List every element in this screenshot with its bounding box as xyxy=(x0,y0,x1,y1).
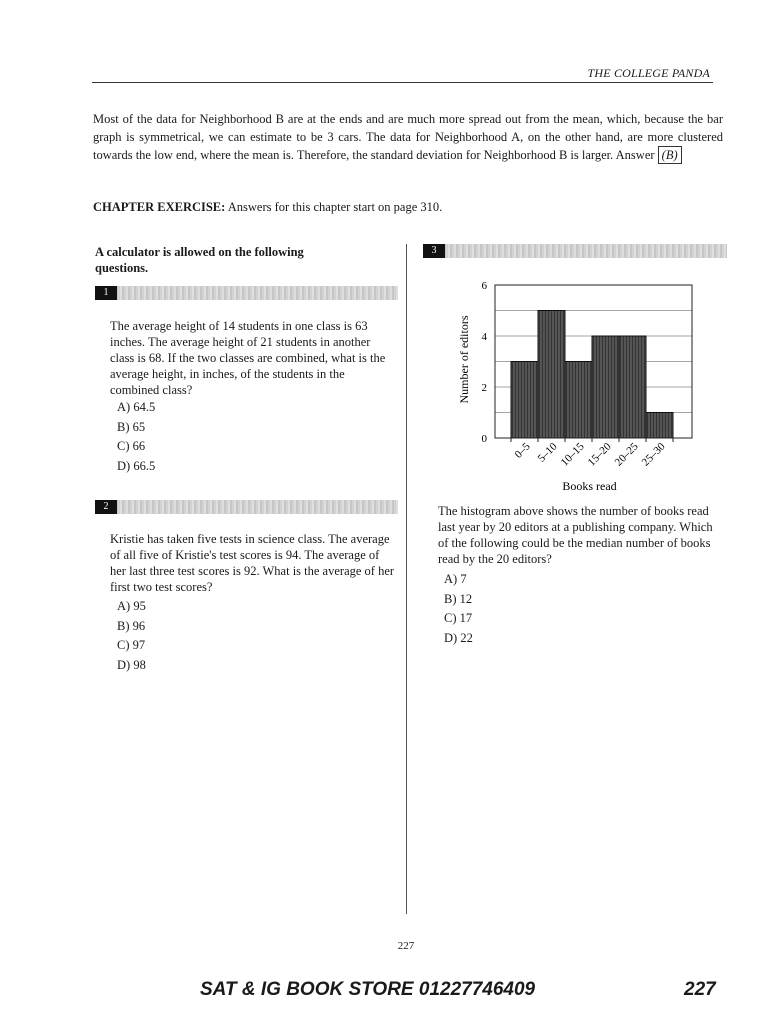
question-1-text: The average height of 14 students in one class is 63 inches. The average height of 21 students in another class is 68. If the two classes are combined, what is the average height, in inches, of the students in the combined class? xyxy=(110,319,386,397)
chart-bar-6 xyxy=(646,413,673,439)
chapter-exercise-label: CHAPTER EXERCISE: xyxy=(93,200,226,214)
histogram-chart xyxy=(440,270,720,500)
question-2-text: Kristie has taken five tests in science class. The average of all five of Kristie's test scores is 94. The average of her last three test scores is 92. What is the average of her first two test scores? xyxy=(110,532,395,594)
chapter-exercise-line xyxy=(93,200,442,215)
question-3-choice-c[interactable]: C) 17 xyxy=(444,611,473,625)
question-1-choice-b[interactable]: B) 65 xyxy=(117,419,146,434)
chart-y-tick-label: 2 xyxy=(481,382,487,394)
running-header-title: THE COLLEGE PANDA xyxy=(587,66,710,80)
chart-bars xyxy=(511,311,673,439)
intro-paragraph xyxy=(93,110,723,164)
question-1-bar xyxy=(95,286,398,300)
question-1-choices xyxy=(117,400,155,478)
chart-y-tick-label: 6 xyxy=(481,280,487,292)
chart-x-tick-label: 0–5 xyxy=(512,440,533,461)
question-3-text: The histogram above shows the number of books read last year by 20 editors at a publishing company. Which of the following could be the median number of books read by the 20 editors? xyxy=(438,504,713,566)
intro-text: Most of the data for Neighborhood B are at the ends and are much more spread out from the mean, which, because the bar graph is symmetrical, we can estimate to be 3 cars. The data for Neighborhood A, on the other hand, are more clustered towards the low end, where the mean is. Therefore, the standard deviation for Neighborhood B is larger. Answer xyxy=(93,112,723,162)
chart-x-tick-label: 5–10 xyxy=(535,440,560,465)
chart-y-axis-label: Number of editors xyxy=(457,315,471,404)
question-1-choice-c[interactable]: C) 66 xyxy=(117,439,146,453)
chart-bar-4 xyxy=(592,336,619,438)
question-3-choices xyxy=(444,572,473,650)
question-2-choice-c[interactable]: C) 97 xyxy=(117,638,146,652)
question-1-number: 1 xyxy=(95,286,117,300)
column-divider xyxy=(406,244,407,914)
chart-x-ticks xyxy=(511,438,673,469)
chart-x-tick-label: 25–30 xyxy=(639,440,668,469)
answer-box: (B) xyxy=(658,146,682,164)
question-3-bar xyxy=(423,244,727,258)
question-2-choice-a[interactable]: A) 95 xyxy=(117,599,146,613)
book-store-banner: SAT & IG BOOK STORE 01227746409 xyxy=(200,979,536,1000)
chart-y-tick-label: 4 xyxy=(481,331,487,343)
question-2-bar xyxy=(95,500,398,514)
chart-y-tick-label: 0 xyxy=(481,433,487,445)
chart-bar-2 xyxy=(538,311,565,439)
chart-x-tick-label: 10–15 xyxy=(558,440,587,469)
question-2-number: 2 xyxy=(95,500,117,514)
chart-bar-5 xyxy=(619,336,646,438)
question-3-number: 3 xyxy=(423,244,445,258)
question-3-choice-b[interactable]: B) 12 xyxy=(444,591,473,606)
question-1-choice-a[interactable]: A) 64.5 xyxy=(117,400,156,414)
question-2-choice-d[interactable]: D) 98 xyxy=(117,657,146,672)
question-1-choice-d[interactable]: D) 66.5 xyxy=(117,458,156,473)
footer-page-number: 227 xyxy=(684,979,716,1000)
page-number: 227 xyxy=(397,940,415,952)
question-3-choice-a[interactable]: A) 7 xyxy=(444,572,467,586)
chart-bar-1 xyxy=(511,362,538,439)
question-2-choice-b[interactable]: B) 96 xyxy=(117,618,146,633)
chapter-exercise-text: Answers for this chapter start on page 310. xyxy=(227,200,443,214)
chart-x-tick-label: 15–20 xyxy=(585,440,614,469)
calculator-note: A calculator is allowed on the following questions. xyxy=(95,245,304,275)
question-3-choice-d[interactable]: D) 22 xyxy=(444,630,473,645)
chart-bar-3 xyxy=(565,362,592,439)
chart-x-tick-label: 20–25 xyxy=(612,440,641,469)
chart-x-axis-label: Books read xyxy=(562,479,617,493)
chart-y-ticks xyxy=(482,280,488,445)
question-2-choices xyxy=(117,599,146,677)
header-rule xyxy=(92,82,713,83)
